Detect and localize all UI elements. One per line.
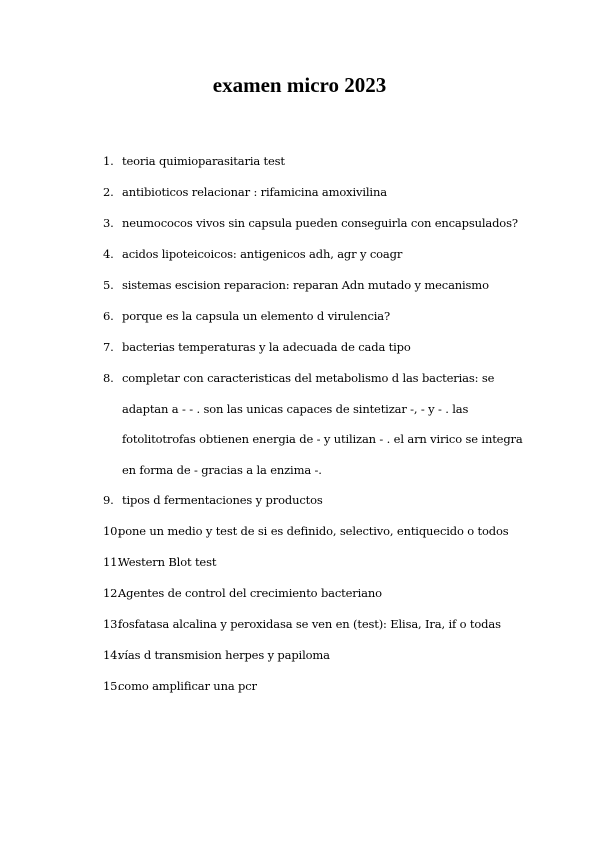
question-item <box>0 609 599 640</box>
question-item <box>0 485 599 516</box>
question-text: Western Blot test <box>118 555 217 569</box>
question-text: bacterias temperaturas y la adecuada de cada tipo <box>122 340 411 354</box>
question-text: fosfatasa alcalina y peroxidasa se ven en (test): Elisa, Ira, if o todas <box>118 617 501 631</box>
question-text: antibioticos relacionar : rifamicina amoxivilina <box>122 185 387 199</box>
question-number: 1. <box>103 154 114 168</box>
question-text: como amplificar una pcr <box>118 679 257 693</box>
question-item <box>0 208 599 239</box>
question-item <box>0 239 599 270</box>
question-text: vías d transmision herpes y papiloma <box>118 648 330 662</box>
question-number: 11. <box>103 555 121 569</box>
question-number: 5. <box>103 278 114 292</box>
question-number: 13. <box>103 617 121 631</box>
question-text: pone un medio y test de si es definido, selectivo, entiquecido o todos <box>118 524 509 538</box>
question-item <box>0 516 599 547</box>
question-text: sistemas escision reparacion: reparan Adn mutado y mecanismo <box>122 278 489 292</box>
question-list <box>0 146 599 702</box>
question-number: 6. <box>103 309 114 323</box>
question-item <box>0 363 599 485</box>
question-number: 10. <box>103 524 121 538</box>
question-item <box>0 640 599 671</box>
question-number: 2. <box>103 185 114 199</box>
question-text-continuation: adaptan a - - . son las unicas capaces de sintetizar -, - y - . las <box>122 401 469 416</box>
question-number: 9. <box>103 493 114 507</box>
question-item <box>0 578 599 609</box>
question-number: 15. <box>103 679 121 693</box>
question-text: teoria quimioparasitaria test <box>122 154 285 168</box>
question-text: neumococos vivos sin capsula pueden conseguirla con encapsulados? <box>122 216 518 230</box>
question-number: 7. <box>103 340 114 354</box>
question-item <box>0 332 599 363</box>
question-number: 14. <box>103 648 121 662</box>
question-text: porque es la capsula un elemento d virulencia? <box>122 309 391 323</box>
question-number: 3. <box>103 216 114 230</box>
document-title: examen micro 2023 <box>212 73 387 97</box>
question-item <box>0 146 599 177</box>
question-number: 8. <box>103 371 114 385</box>
question-item <box>0 547 599 578</box>
question-item <box>0 301 599 332</box>
question-item <box>0 671 599 702</box>
question-number: 4. <box>103 247 114 261</box>
question-number: 12. <box>103 586 121 600</box>
question-text-continuation: fotolitotrofas obtienen energia de - y utilizan - . el arn virico se integra <box>122 432 523 446</box>
question-text-continuation: en forma de - gracias a la enzima -. <box>122 462 322 477</box>
question-item <box>0 177 599 208</box>
question-text: Agentes de control del crecimiento bacteriano <box>118 586 382 600</box>
question-item <box>0 270 599 301</box>
question-text: acidos lipoteicoicos: antigenicos adh, agr y coagr <box>122 247 403 261</box>
question-text: completar con caracteristicas del metabolismo d las bacterias: se <box>122 371 495 385</box>
question-text: tipos d fermentaciones y productos <box>122 493 323 507</box>
